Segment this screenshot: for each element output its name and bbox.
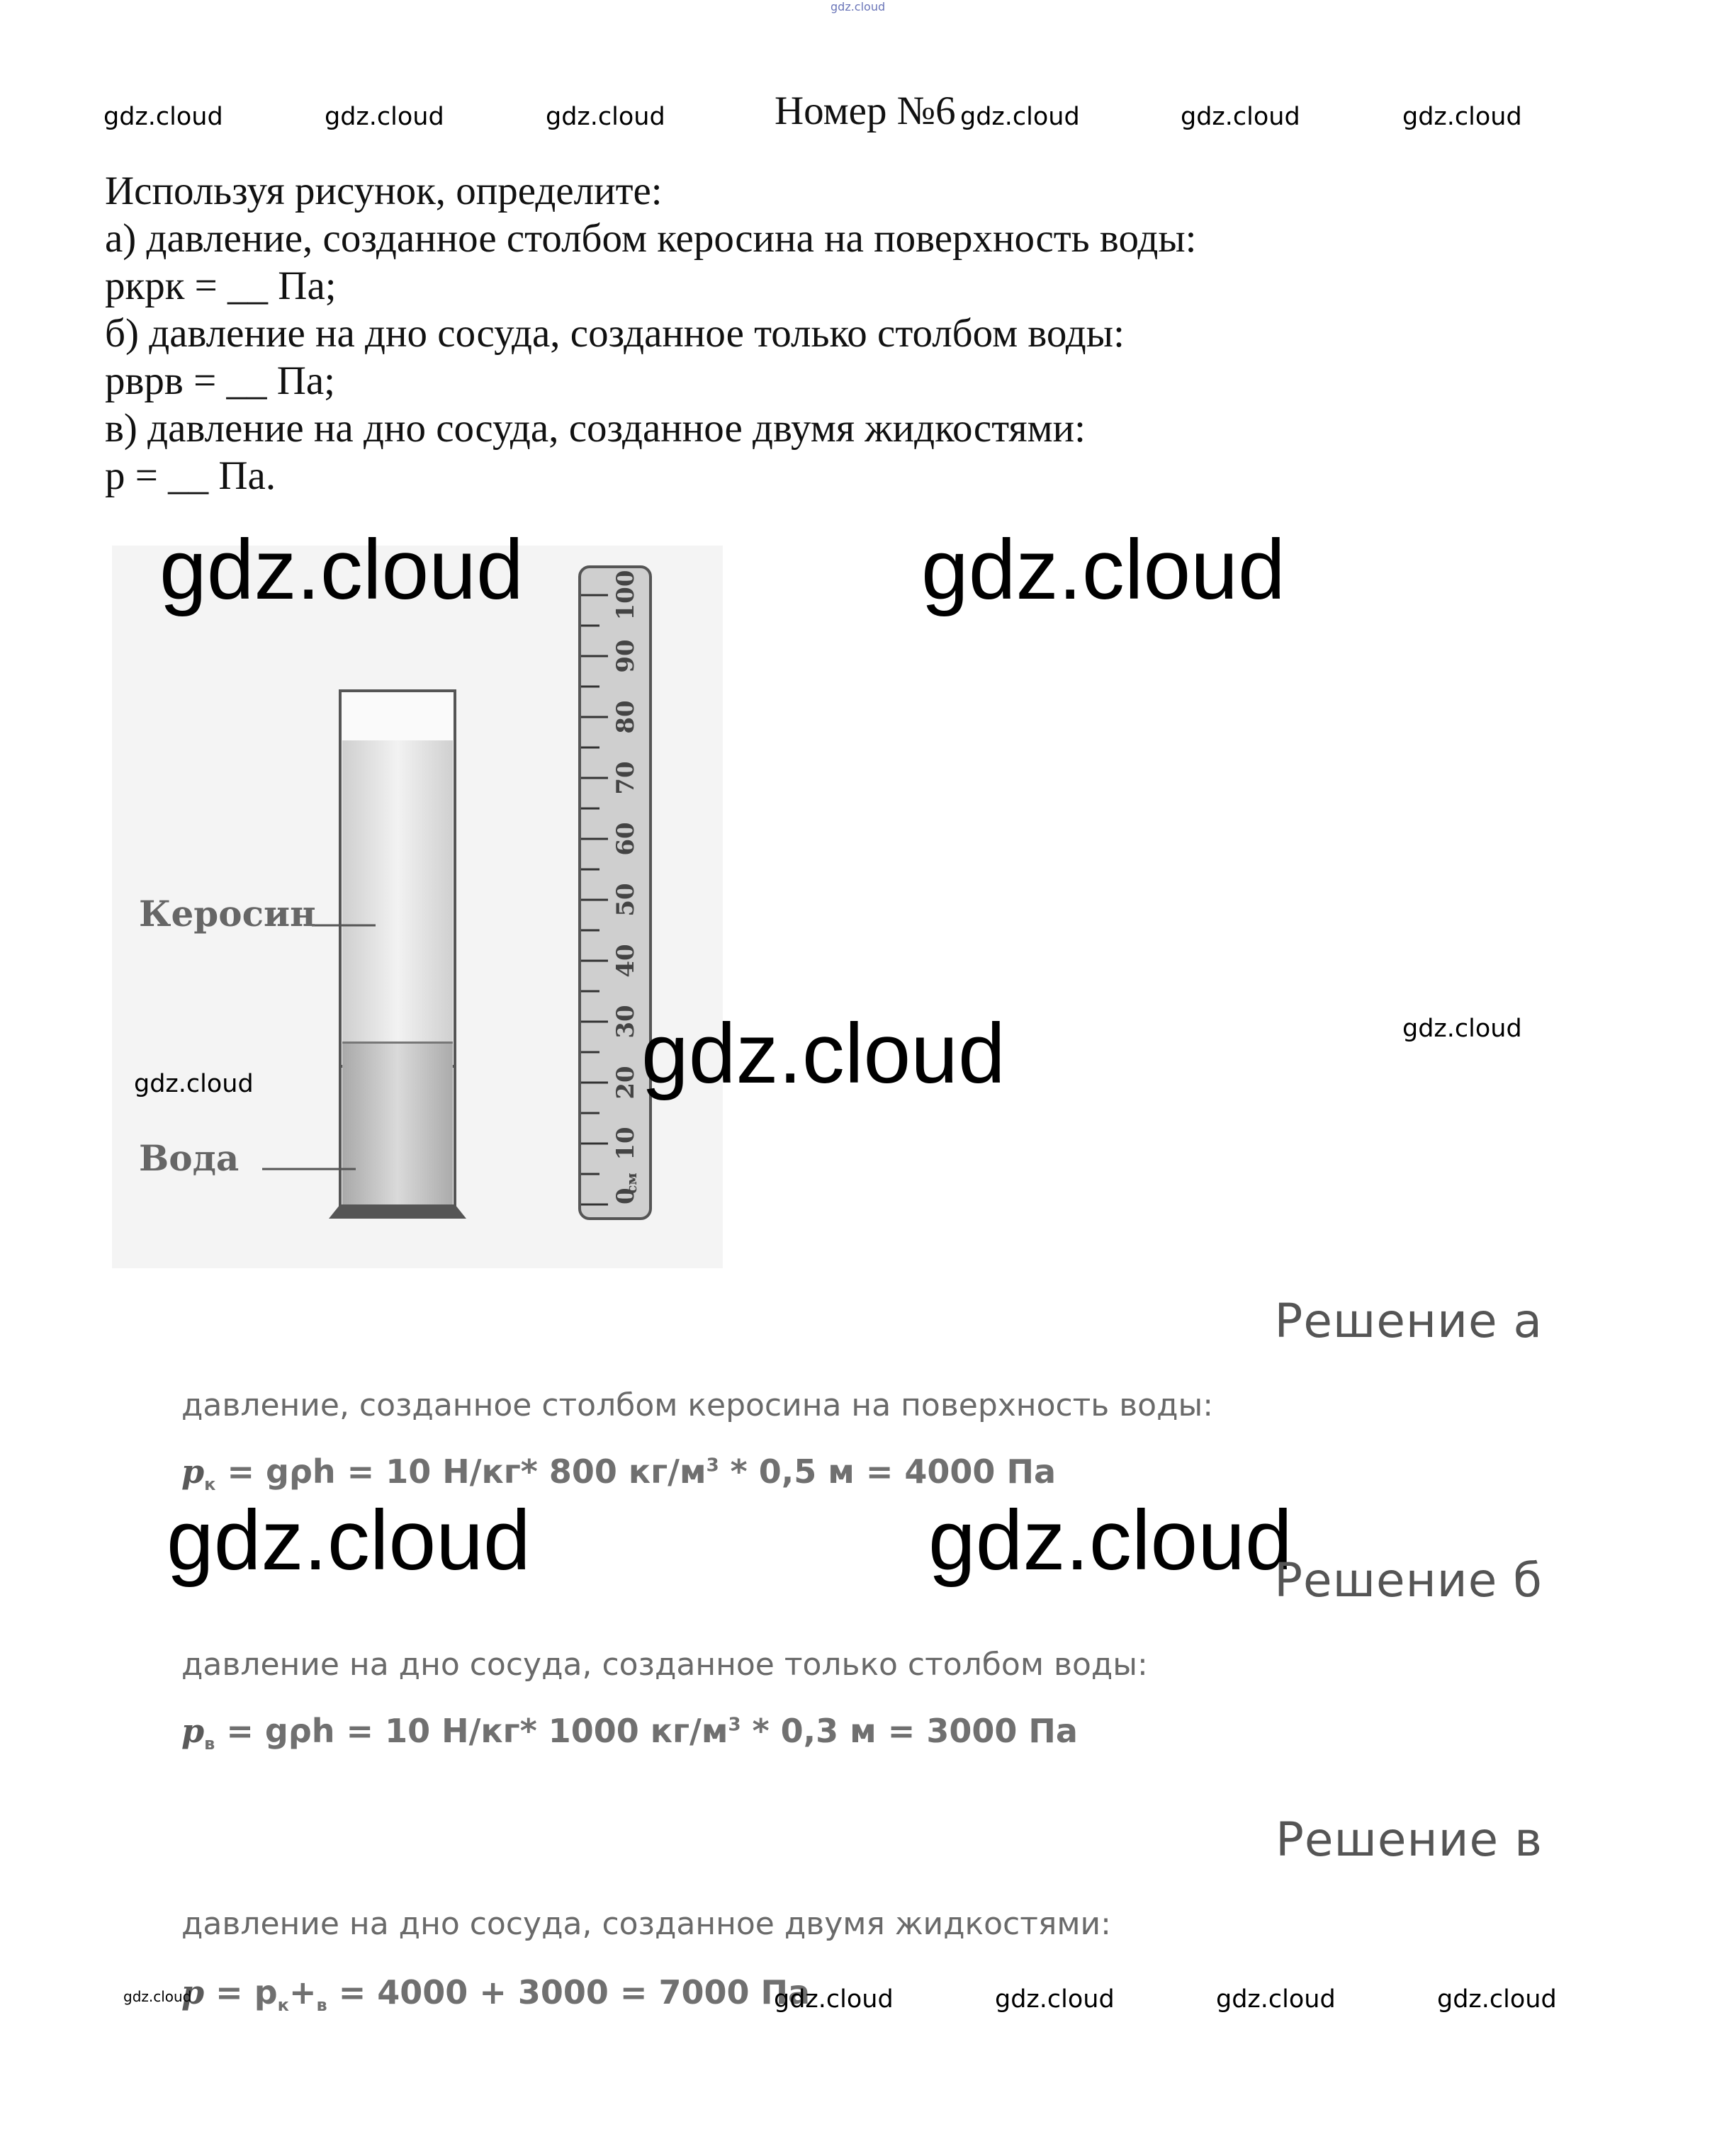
problem-part-c: в) давление на дно сосуда, созданное двумя жидкостями: [105,406,1086,451]
watermark: gdz.cloud [546,103,665,131]
ruler-tick-label: 0 [612,1187,640,1204]
problem-statement [105,167,1196,500]
watermark: gdz.cloud [1437,1985,1557,2014]
water-layer [342,1044,453,1207]
solution-c-heading: Решение в [1276,1812,1543,1867]
watermark: gdz.cloud [641,1006,1006,1101]
ruler-tick-label: 90 [612,639,640,673]
watermark: gdz.cloud [1216,1985,1336,2014]
ruler-tick-label: 70 [612,761,640,795]
ruler-tick-label: 10 [612,1127,640,1161]
problem-part-c-equation: р = __ Па. [105,453,276,498]
kerosene-label: Керосин [139,893,316,935]
kerosene-layer [342,751,453,1066]
solution-b-heading: Решение б [1274,1553,1543,1608]
solution-a-text: давление, созданное столбом керосина на поверхность воды: [181,1387,1214,1423]
watermark: gdz.cloud [1181,103,1300,131]
solution-b-text: давление на дно сосуда, созданное только столбом воды: [181,1647,1148,1683]
solution-c-text: давление на дно сосуда, созданное двумя жидкостями: [181,1906,1111,1942]
interface-line [342,1042,453,1044]
watermark: gdz.cloud [921,522,1285,617]
solution-a-formula: $p_к = g\rho h = 10$ Н/кг* 800 $кг/м^3 * 0,5$ м = 4000 Па [181,1452,1056,1495]
ruler-tick-label: 30 [612,1005,640,1039]
problem-intro: Используя рисунок, определите: [105,169,663,213]
problem-part-a-equation: ркрк = __ Па; [105,264,337,308]
watermark: gdz.cloud [1402,1015,1522,1043]
watermark: gdz.cloud [774,1985,894,2014]
watermark: gdz.cloud [167,1493,531,1588]
watermark: gdz.cloud [1402,103,1522,131]
problem-part-a: а) давление, созданное столбом керосина на поверхность воды: [105,216,1197,261]
ruler-tick-label: 100 [612,570,640,621]
watermark: gdz.cloud [325,103,444,131]
watermark: gdz.cloud [103,103,223,131]
solution-c-formula: $p = p_к+_в = 4000 + 3000 = 7000$ Па [181,1973,811,2016]
watermark: gdz.cloud [123,1988,192,2005]
watermark: gdz.cloud [134,1070,254,1098]
problem-part-b: б) давление на дно сосуда, созданное только столбом воды: [105,311,1125,356]
cylinder-base [329,1204,466,1219]
solution-b-formula: $p_в = g\rho h = 10$ Н/кг* 1000 $кг/м^3 * 0,3$ м = 3000 Па [181,1712,1078,1754]
solution-a-heading: Решение а [1274,1294,1543,1348]
ruler-unit-label: см [623,1173,640,1194]
ruler-tick-label: 40 [612,944,640,978]
ruler-tick-label: 80 [612,700,640,734]
ruler-tick-label: 60 [612,822,640,856]
ruler-tick-label: 20 [612,1066,640,1100]
page-title: Номер №6 [775,89,956,133]
watermark: gdz.cloud [831,0,886,13]
ruler-tick-label: 50 [612,883,640,917]
watermark: gdz.cloud [995,1985,1115,2014]
problem-part-b-equation: рврв = __ Па; [105,359,336,403]
watermark: gdz.cloud [159,522,524,617]
water-label: Вода [139,1137,240,1179]
watermark: gdz.cloud [960,103,1080,131]
watermark: gdz.cloud [928,1493,1293,1588]
figure-panel [112,546,723,1268]
